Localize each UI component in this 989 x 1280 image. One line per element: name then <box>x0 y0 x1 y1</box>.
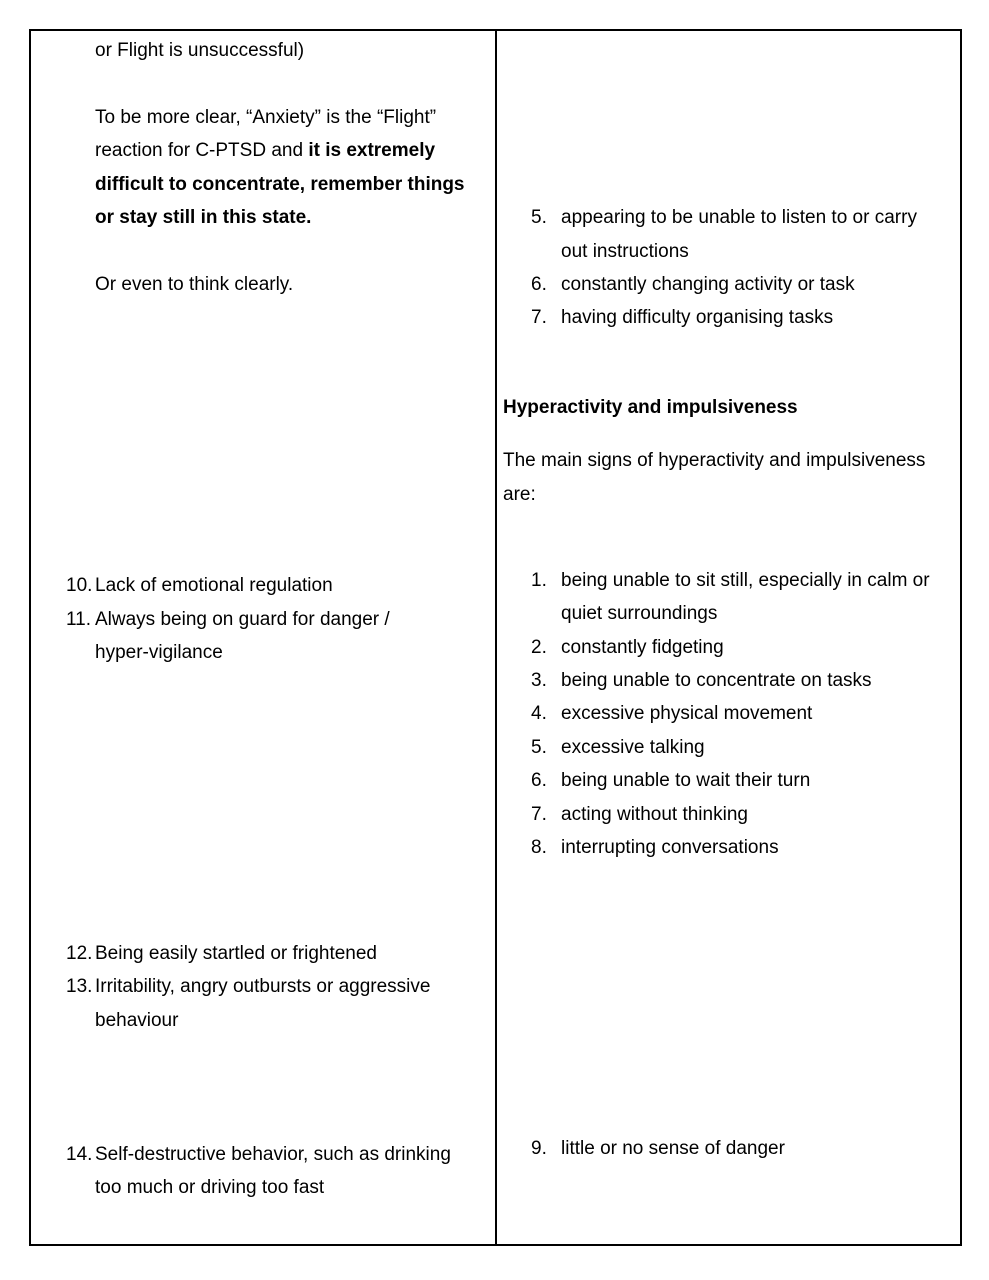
clarify-line-2-plain: reaction for C-PTSD and <box>95 140 309 161</box>
list-number: 5. <box>531 207 547 228</box>
clarify-line-4-bold: or stay still in this state. <box>95 207 312 228</box>
list-item-text: little or no sense of danger <box>561 1138 785 1159</box>
list-item-text: excessive talking <box>561 737 705 758</box>
clarify-line-2-bold: it is extremely <box>308 140 436 161</box>
clarify-line-1: To be more clear, “Anxiety” is the “Flight” <box>95 107 437 128</box>
list-number: 8. <box>531 837 547 858</box>
list-item-text: too much or driving too fast <box>95 1177 325 1198</box>
flight-tail-text: or Flight is unsuccessful) <box>95 40 305 61</box>
list-number: 2. <box>531 637 547 658</box>
intro-line-2: are: <box>503 484 536 505</box>
clarify-line-3 <box>95 174 465 196</box>
list-number: 4. <box>531 703 547 724</box>
list-number: 7. <box>531 804 547 825</box>
list-item-text: appearing to be unable to listen to or carry <box>561 207 917 228</box>
list-item-text: Irritability, angry outbursts or aggressive <box>95 976 431 997</box>
list-number: 6. <box>531 274 547 295</box>
section-heading: Hyperactivity and impulsiveness <box>503 397 798 418</box>
list-item-text: being unable to wait their turn <box>561 770 811 791</box>
list-number: 6. <box>531 770 547 791</box>
list-number: 9. <box>531 1138 547 1159</box>
list-item-text: acting without thinking <box>561 804 748 825</box>
list-number: 13. <box>66 976 93 997</box>
list-item-text: having difficulty organising tasks <box>561 307 834 328</box>
clarify-line-4 <box>95 207 311 229</box>
list-item-text: Always being on guard for danger / <box>95 609 390 630</box>
list-item-text: Lack of emotional regulation <box>95 575 333 596</box>
list-item-text: being unable to concentrate on tasks <box>561 670 872 691</box>
think-clearly-text: Or even to think clearly. <box>95 274 294 295</box>
clarify-line-3-bold: difficult to concentrate, remember things <box>95 174 465 195</box>
list-item-text: behaviour <box>95 1010 179 1031</box>
list-number: 12. <box>66 943 93 964</box>
list-item-text: Self-destructive behavior, such as drinking <box>95 1144 451 1165</box>
list-item-text: hyper-vigilance <box>95 642 223 663</box>
list-item-text: out instructions <box>561 241 689 262</box>
list-number: 7. <box>531 307 547 328</box>
list-number: 5. <box>531 737 547 758</box>
list-number: 3. <box>531 670 547 691</box>
list-item-text: quiet surroundings <box>561 603 718 624</box>
list-item-text: constantly changing activity or task <box>561 274 855 295</box>
clarify-line-2 <box>95 140 435 162</box>
list-number: 1. <box>531 570 547 591</box>
list-number: 11. <box>66 609 92 630</box>
column-divider <box>495 31 497 1244</box>
list-item-text: excessive physical movement <box>561 703 813 724</box>
list-number: 14. <box>66 1144 93 1165</box>
list-number: 10. <box>66 575 93 596</box>
list-item-text: interrupting conversations <box>561 837 779 858</box>
list-item-text: Being easily startled or frightened <box>95 943 377 964</box>
intro-line-1: The main signs of hyperactivity and impulsiveness <box>503 450 926 471</box>
list-item-text: being unable to sit still, especially in calm or <box>561 570 930 591</box>
list-item-text: constantly fidgeting <box>561 637 724 658</box>
